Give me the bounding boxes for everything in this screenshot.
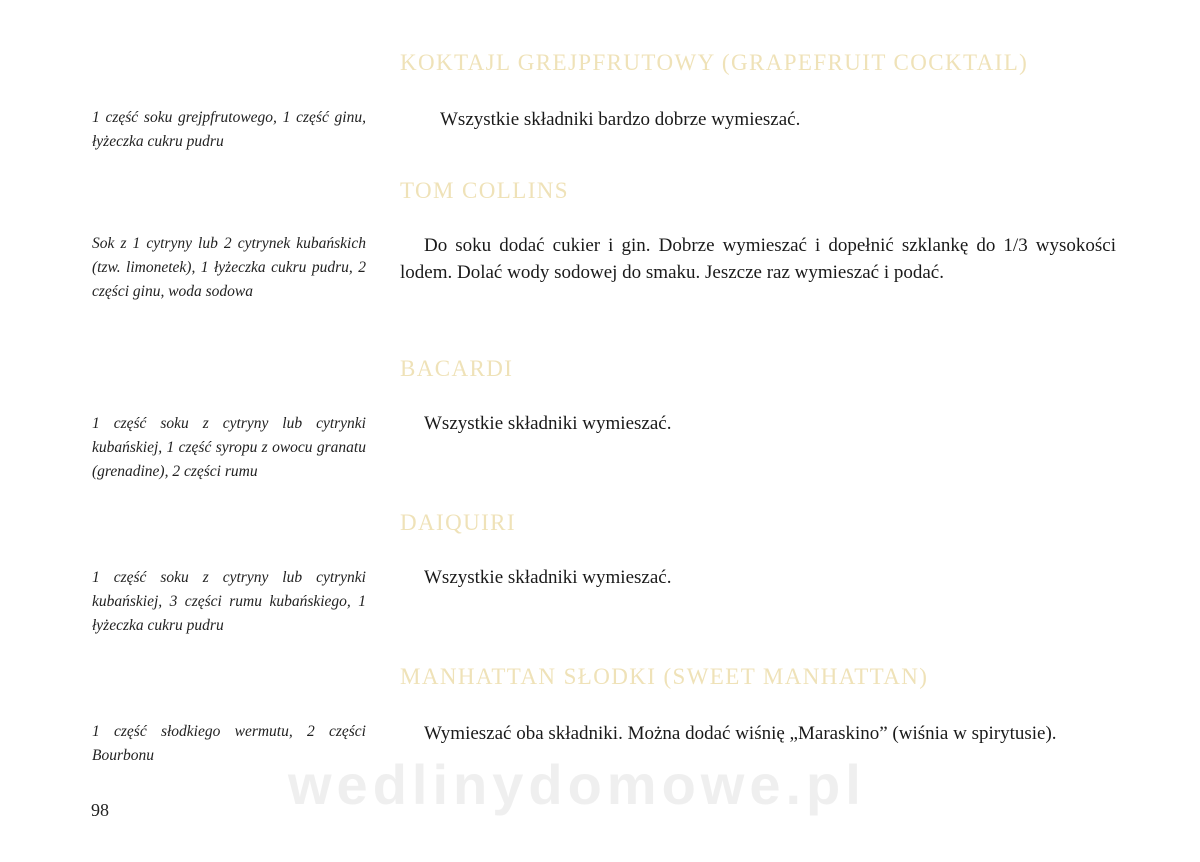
recipe-ingredients-daiquiri: 1 część soku z cytryny lub cytrynki kubańskiej, 3 części rumu kubańskiego, 1 łyżeczka cukru pudru [92,569,366,634]
recipe-title-bacardi: BACARDI [400,356,514,381]
watermark-text: wedlinydomowe.pl [288,753,866,816]
recipe-title-grapefruit-cocktail: KOKTAJL GREJPFRUTOWY (GRAPEFRUIT COCKTAIL) [400,50,1029,75]
recipe-ingredients-grapefruit-cocktail: 1 część soku grejpfrutowego, 1 część ginu, łyżeczka cukru pudru [92,109,366,150]
recipe-method-tom-collins: Do soku dodać cukier i gin. Dobrze wymieszać i dopełnić szklankę do 1/3 wysokości lodem. Dolać wody sodowej do smaku. Jeszcze raz wymieszać i podać. [400,235,1116,283]
recipe-ingredients-tom-collins: Sok z 1 cytryny lub 2 cytrynek kubańskich (tzw. limonetek), 1 łyżeczka cukru pudru, 2 części ginu, woda sodowa [92,235,366,300]
recipe-method-grapefruit-cocktail: Wszystkie składniki bardzo dobrze wymieszać. [440,109,801,130]
recipe-ingredients-sweet-manhattan: 1 część słodkiego wermutu, 2 części Bourbonu [92,723,366,764]
recipe-title-sweet-manhattan: MANHATTAN SŁODKI (SWEET MANHATTAN) [400,664,929,689]
page-number: 98 [91,800,109,820]
recipe-method-daiquiri: Wszystkie składniki wymieszać. [424,567,672,588]
recipe-method-sweet-manhattan: Wymieszać oba składniki. Można dodać wiśnię „Maraskino” (wiśnia w spirytusie). [424,723,1057,744]
recipe-ingredients-bacardi: 1 część soku z cytryny lub cytrynki kubańskiej, 1 część syropu z owocu granatu (grenadine), 2 części rumu [92,415,366,480]
recipe-title-daiquiri: DAIQUIRI [400,510,516,535]
recipe-method-bacardi: Wszystkie składniki wymieszać. [424,413,672,434]
recipe-title-tom-collins: TOM COLLINS [400,178,569,203]
